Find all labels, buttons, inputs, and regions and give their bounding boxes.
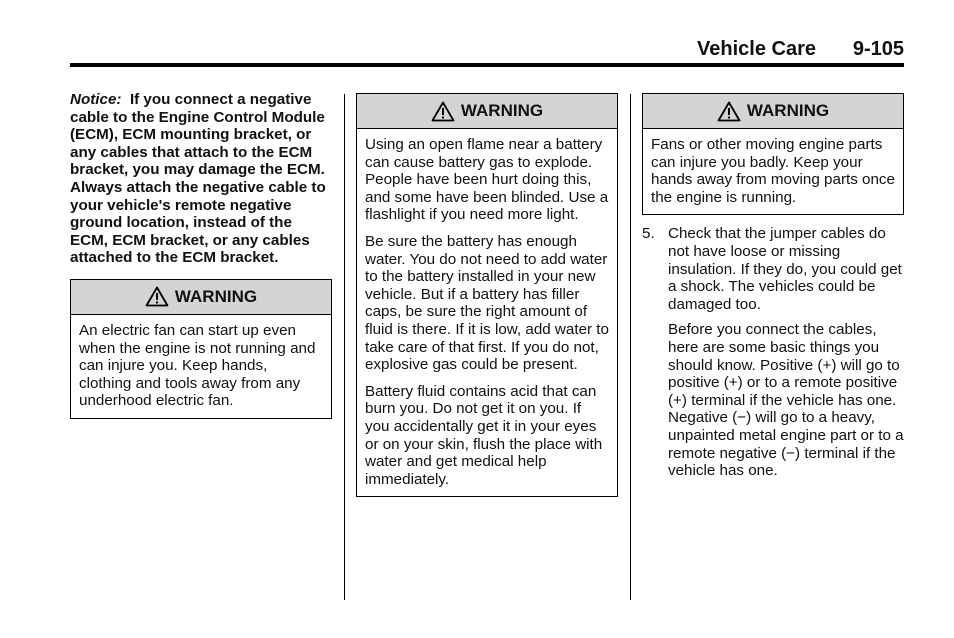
warning-triangle-icon	[145, 286, 169, 307]
section-title: Vehicle Care	[697, 38, 816, 60]
step-text: Check that the jumper cables do not have loose or missing insulation. If they do, you could get a shock. The vehicles could be damaged too.	[668, 225, 902, 313]
step-followup: Before you connect the cables, here are some basic things you should know. Positive (+) will go to positive (+) or to a remote positive (+) terminal if the vehicle has one. Negative (−) will go to a heavy, unpainted metal engine part or to a remote negative (−) terminal if the vehicle has one.	[668, 321, 904, 480]
column-1	[70, 91, 332, 419]
warning-header	[357, 94, 617, 129]
column-divider-2	[630, 94, 631, 600]
column-3	[642, 93, 904, 488]
notice-paragraph	[70, 91, 332, 267]
column-divider-1	[344, 94, 345, 600]
warning-triangle-icon	[717, 101, 741, 122]
warning-triangle-icon	[431, 101, 455, 122]
step-number: 5.	[642, 225, 655, 243]
warning-box-battery	[356, 93, 618, 497]
warning-paragraph: Battery fluid contains acid that can burn you. Do not get it on you. If you accidentally get it in your eyes or on your skin, flush the place with water and get medical help immediately.	[365, 382, 603, 488]
notice-label: Notice:	[70, 91, 122, 108]
header-rule	[70, 63, 904, 67]
page-number: 9-105	[852, 38, 904, 60]
warning-header	[71, 280, 331, 315]
warning-title: WARNING	[174, 287, 258, 307]
warning-paragraph: Be sure the battery has enough water. You do not need to add water to the battery installed in your new vehicle. But if a battery has filler caps, be sure the right amount of fluid is there. If it is low, add water to take care of that first. If you do not, explosive gas could be present.	[365, 232, 609, 374]
warning-box-moving-parts	[642, 93, 904, 215]
page-header	[70, 38, 904, 64]
warning-box-fan	[70, 279, 332, 419]
warning-paragraph: Using an open flame near a battery can cause battery gas to explode. People have been hurt doing this, and some have been blinded. Use a flashlight if you need more light.	[365, 136, 609, 224]
column-2	[356, 93, 618, 497]
warning-body	[357, 129, 617, 496]
notice-text: If you connect a negative cable to the Engine Control Module (ECM), ECM mounting bracket, or any cables that attach to the ECM bracket, you may damage the ECM. Always attach the negative cable to your vehicle's remote negative ground location, instead of the ECM, ECM bracket, or any cables attached to the ECM bracket.	[70, 91, 326, 267]
warning-header	[643, 94, 903, 129]
warning-title: WARNING	[460, 101, 544, 121]
warning-text: Fans or other moving engine parts can injure you badly. Keep your hands away from moving parts once the engine is running.	[651, 136, 895, 206]
step-5	[642, 225, 904, 479]
warning-title: WARNING	[746, 101, 830, 121]
warning-text: An electric fan can start up even when the engine is not running and can injure you. Keep hands, clothing and tools away from any underhood electric fan.	[79, 321, 316, 410]
warning-body	[643, 129, 903, 214]
warning-body	[71, 315, 331, 418]
